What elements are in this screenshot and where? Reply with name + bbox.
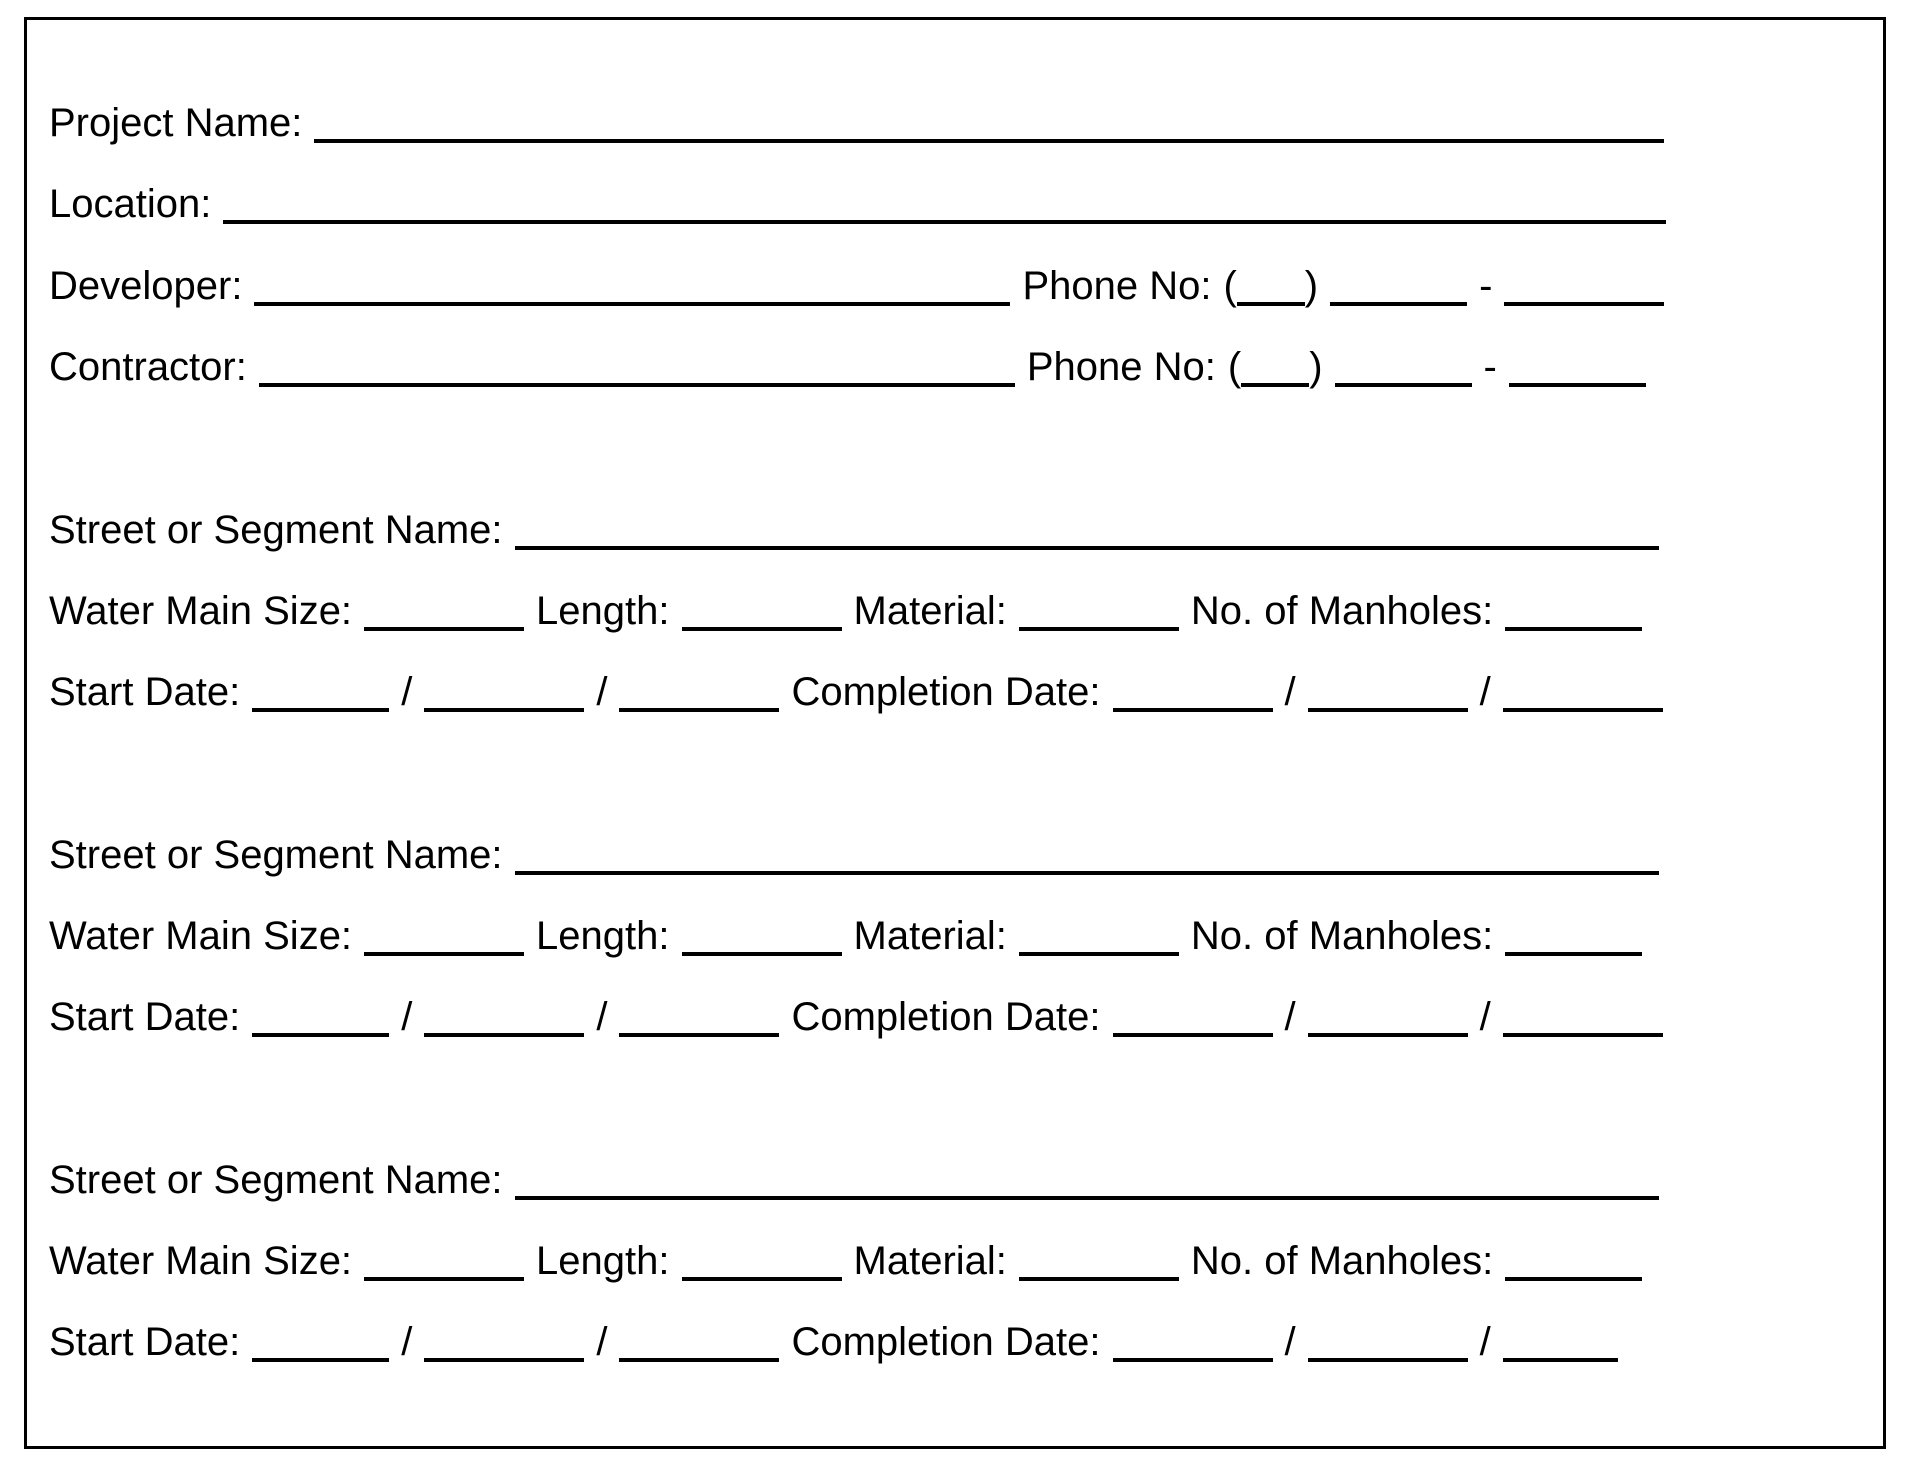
segment-1-water-main-size-field[interactable] [364, 627, 524, 631]
street-name-label: Street or Segment Name: [49, 1158, 503, 1202]
segment-2-start-year-field[interactable] [619, 1033, 779, 1037]
segment-2-street-name-field[interactable] [515, 871, 1659, 875]
segment-3-material-field[interactable] [1019, 1277, 1179, 1281]
date-separator: / [1479, 995, 1491, 1039]
date-separator: / [596, 995, 608, 1039]
developer-phone-label: Phone No: [1022, 264, 1212, 308]
contractor-phone-area-code-field[interactable] [1241, 383, 1309, 387]
segment-1-start-day-field[interactable] [424, 708, 584, 712]
manholes-label: No. of Manholes: [1190, 914, 1494, 958]
start-date-label: Start Date: [49, 1320, 241, 1364]
contractor-label: Contractor: [49, 345, 247, 389]
segment-1-completion-month-field[interactable] [1113, 708, 1273, 712]
water-main-size-label: Water Main Size: [49, 1239, 353, 1283]
material-label: Material: [853, 589, 1007, 633]
segment-2-completion-day-field[interactable] [1308, 1033, 1468, 1037]
location-label: Location: [49, 182, 212, 226]
segment-2-date-row [49, 992, 1663, 1042]
date-separator: / [1284, 1320, 1296, 1364]
segment-3-completion-month-field[interactable] [1113, 1358, 1273, 1362]
length-label: Length: [536, 1239, 670, 1283]
segment-1-material-field[interactable] [1019, 627, 1179, 631]
project-name-label: Project Name: [49, 101, 303, 145]
date-separator: / [1284, 995, 1296, 1039]
segment-3-date-row [49, 1317, 1618, 1367]
segment-1-main-row [49, 586, 1642, 636]
segment-3-street-name-field[interactable] [515, 1196, 1659, 1200]
segment-2-completion-month-field[interactable] [1113, 1033, 1273, 1037]
segment-1-date-row [49, 667, 1663, 717]
segment-1-manholes-field[interactable] [1505, 627, 1642, 631]
developer-label: Developer: [49, 264, 243, 308]
segment-2-water-main-size-field[interactable] [364, 952, 524, 956]
contractor-row [49, 342, 1646, 392]
developer-row [49, 261, 1664, 311]
date-separator: / [596, 670, 608, 714]
developer-phone-area-code-field[interactable] [1237, 302, 1305, 306]
developer-phone-paren-close: ) [1304, 264, 1319, 308]
contractor-field[interactable] [259, 383, 1015, 387]
water-main-size-label: Water Main Size: [49, 914, 353, 958]
material-label: Material: [853, 914, 1007, 958]
developer-phone-dash: - [1479, 264, 1493, 308]
contractor-phone-paren-open: ( [1227, 345, 1242, 389]
segment-1-completion-year-field[interactable] [1503, 708, 1663, 712]
segment-3-main-row [49, 1236, 1642, 1286]
street-name-label: Street or Segment Name: [49, 508, 503, 552]
segment-3-manholes-field[interactable] [1505, 1277, 1642, 1281]
date-separator: / [401, 670, 413, 714]
completion-date-label: Completion Date: [791, 670, 1101, 714]
completion-date-label: Completion Date: [791, 995, 1101, 1039]
water-main-size-label: Water Main Size: [49, 589, 353, 633]
segment-2-start-month-field[interactable] [252, 1033, 389, 1037]
date-separator: / [1284, 670, 1296, 714]
form-border [24, 17, 1886, 1449]
date-separator: / [401, 995, 413, 1039]
segment-3-start-day-field[interactable] [424, 1358, 584, 1362]
start-date-label: Start Date: [49, 670, 241, 714]
material-label: Material: [853, 1239, 1007, 1283]
date-separator: / [1479, 670, 1491, 714]
segment-3-water-main-size-field[interactable] [364, 1277, 524, 1281]
contractor-phone-prefix-field[interactable] [1335, 383, 1472, 387]
segment-1-completion-day-field[interactable] [1308, 708, 1468, 712]
segment-1-street-row [49, 505, 1659, 555]
segment-1-length-field[interactable] [682, 627, 842, 631]
location-field[interactable] [223, 220, 1666, 224]
developer-phone-paren-open: ( [1223, 264, 1237, 308]
contractor-phone-dash: - [1483, 345, 1497, 389]
contractor-phone-label: Phone No: [1026, 345, 1216, 389]
start-date-label: Start Date: [49, 995, 241, 1039]
segment-3-start-month-field[interactable] [252, 1358, 389, 1362]
location-row [49, 179, 1666, 229]
date-separator: / [401, 1320, 413, 1364]
segment-2-start-day-field[interactable] [424, 1033, 584, 1037]
street-name-label: Street or Segment Name: [49, 833, 503, 877]
project-name-field[interactable] [314, 139, 1664, 143]
segment-2-completion-year-field[interactable] [1503, 1033, 1663, 1037]
segment-2-length-field[interactable] [682, 952, 842, 956]
manholes-label: No. of Manholes: [1190, 589, 1494, 633]
segment-2-street-row [49, 830, 1659, 880]
segment-2-material-field[interactable] [1019, 952, 1179, 956]
contractor-phone-paren-close: ) [1309, 345, 1323, 389]
segment-2-main-row [49, 911, 1642, 961]
segment-1-start-month-field[interactable] [252, 708, 389, 712]
segment-3-start-year-field[interactable] [619, 1358, 779, 1362]
developer-phone-line-field[interactable] [1504, 302, 1664, 306]
manholes-label: No. of Manholes: [1190, 1239, 1494, 1283]
segment-1-street-name-field[interactable] [515, 546, 1659, 550]
segment-3-completion-year-field[interactable] [1503, 1358, 1618, 1362]
contractor-phone-line-field[interactable] [1509, 383, 1646, 387]
completion-date-label: Completion Date: [791, 1320, 1101, 1364]
segment-3-completion-day-field[interactable] [1308, 1358, 1468, 1362]
developer-phone-prefix-field[interactable] [1330, 302, 1467, 306]
length-label: Length: [536, 914, 670, 958]
segment-3-street-row [49, 1155, 1659, 1205]
segment-3-length-field[interactable] [682, 1277, 842, 1281]
project-name-row [49, 98, 1664, 148]
date-separator: / [1479, 1320, 1491, 1364]
developer-field[interactable] [254, 302, 1010, 306]
segment-2-manholes-field[interactable] [1505, 952, 1642, 956]
segment-1-start-year-field[interactable] [619, 708, 779, 712]
length-label: Length: [536, 589, 670, 633]
date-separator: / [596, 1320, 608, 1364]
